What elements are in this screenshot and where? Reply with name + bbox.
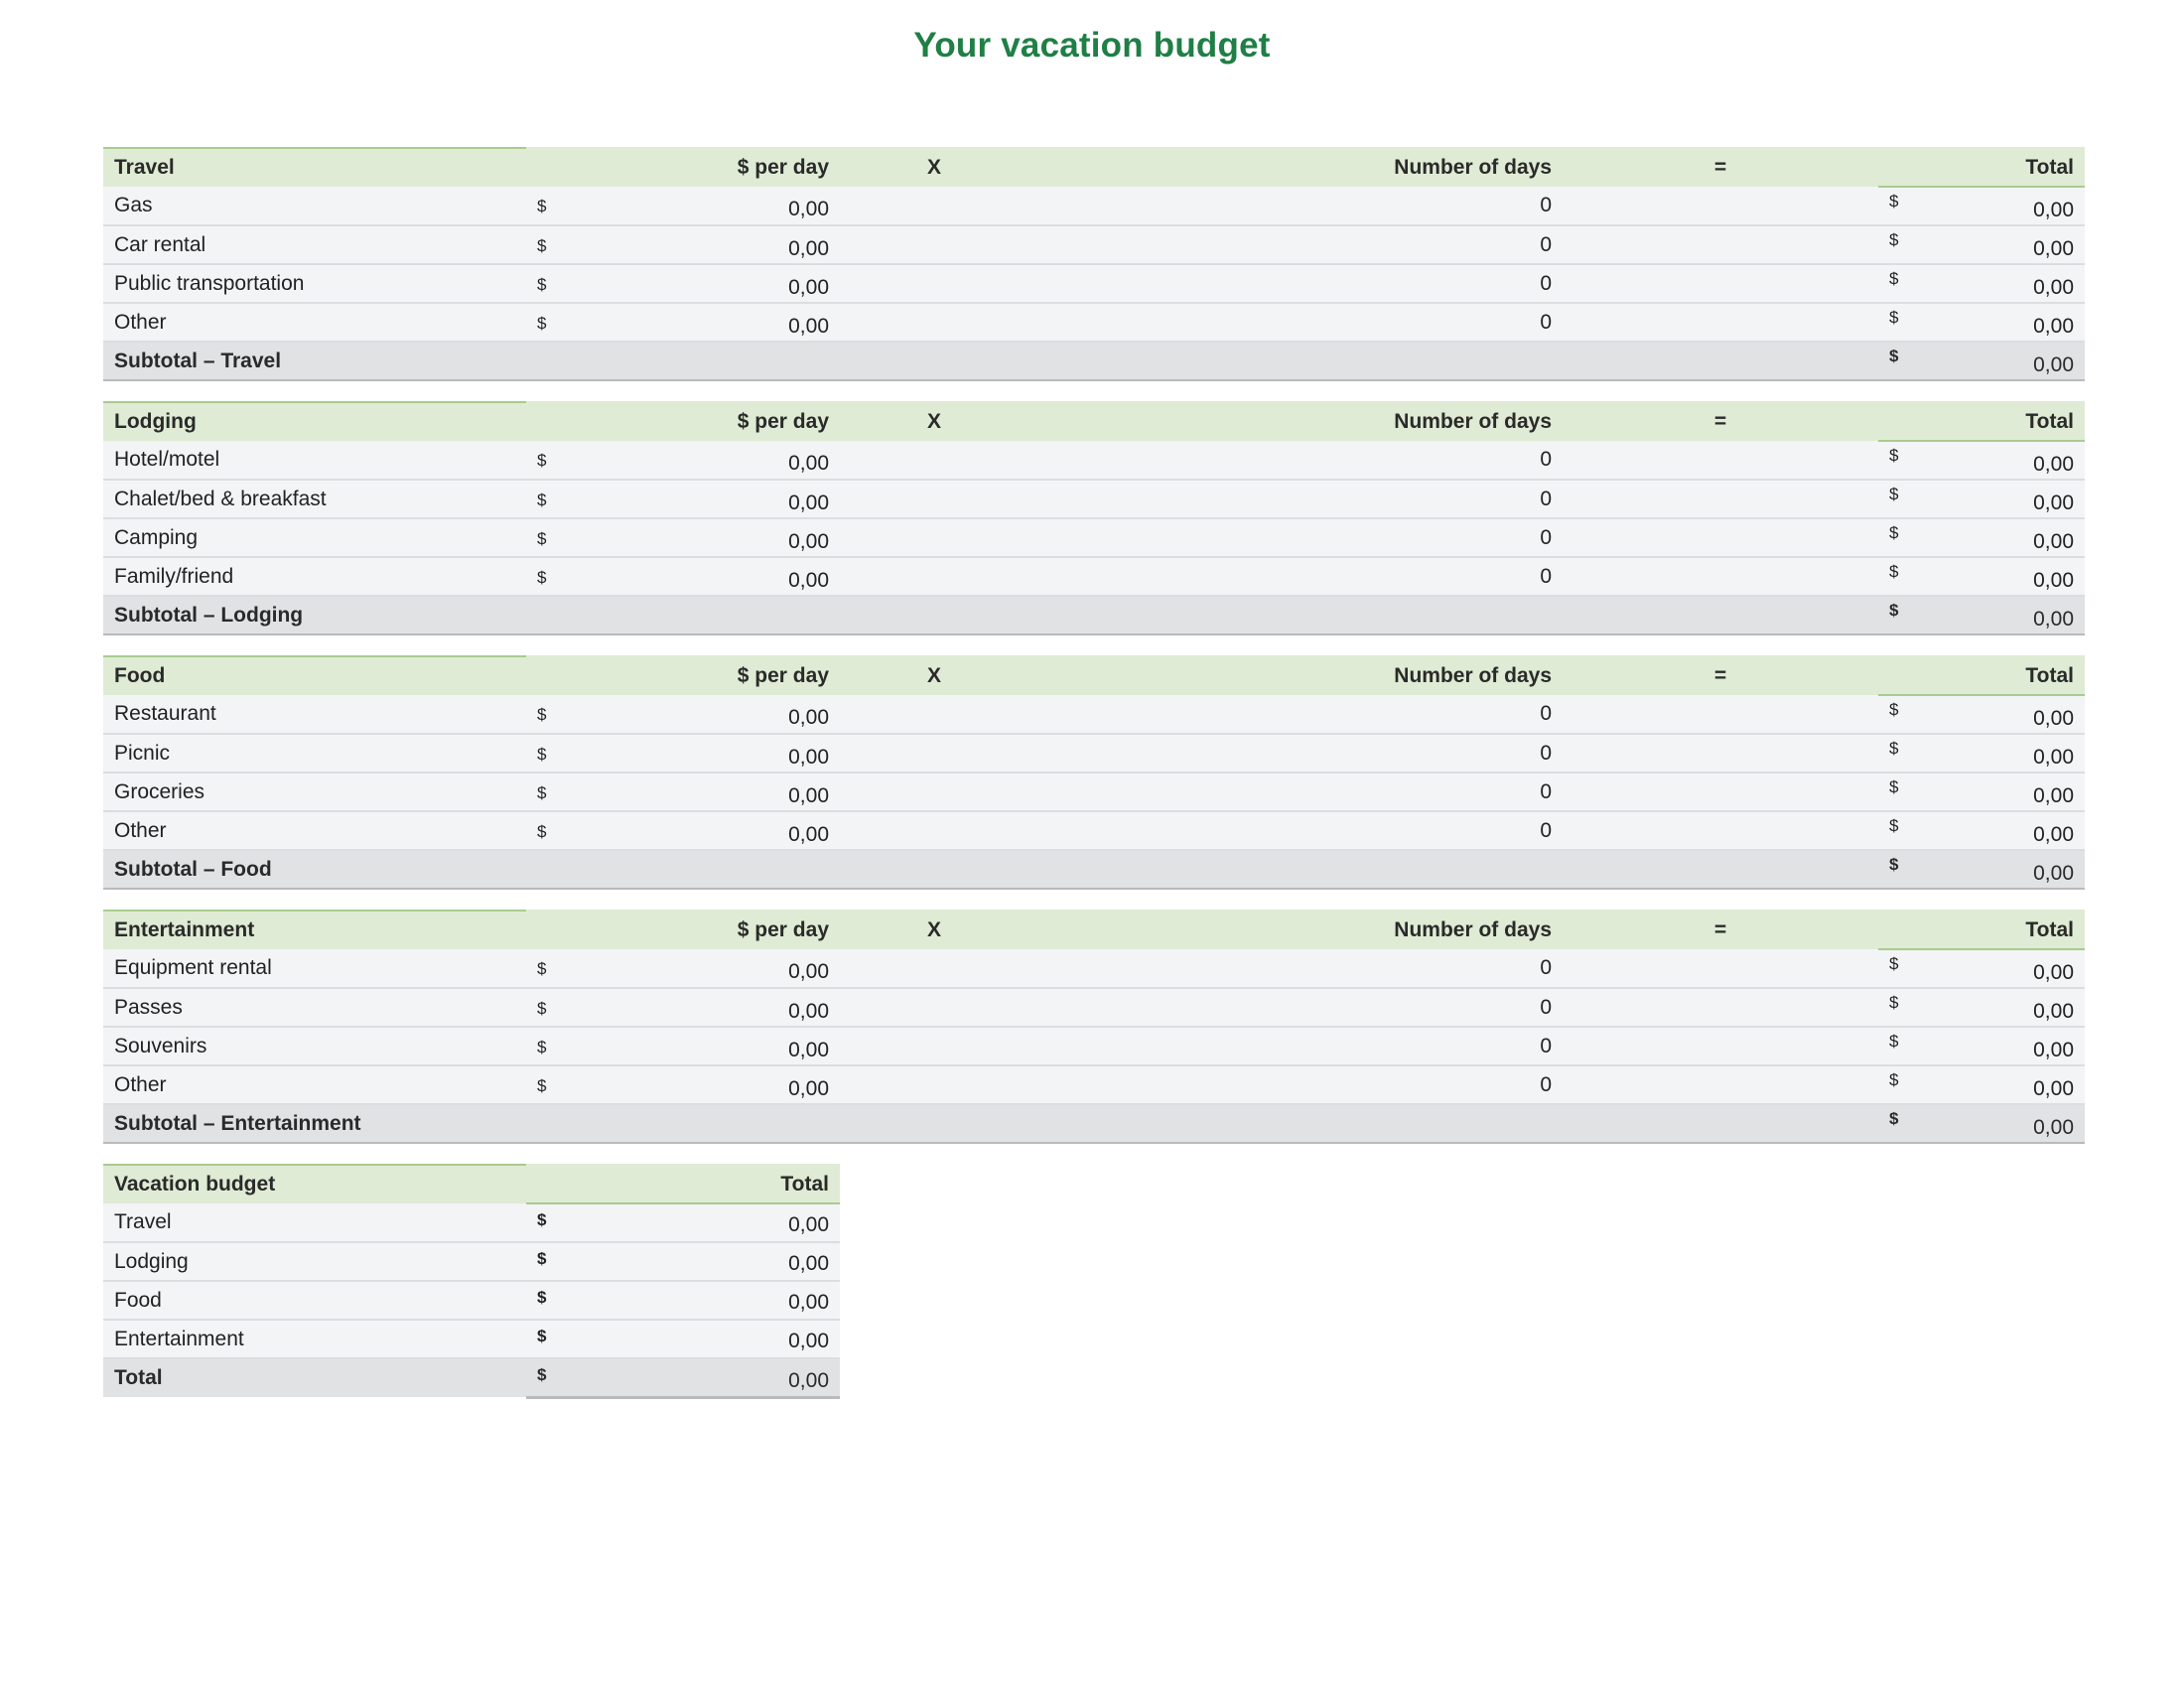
currency-symbol: $ [1889,523,1899,542]
table-row [103,480,2085,518]
row-total-value: 0,00 [2033,822,2074,846]
empty-cell [1563,518,1878,557]
summary-row-label: Travel [103,1203,526,1242]
subtotal-value: 0,00 [2033,352,2074,376]
currency-symbol: $ [537,275,547,294]
row-total-cell [1878,518,2085,557]
per-day-value[interactable]: 0,00 [788,745,829,769]
per-day-value[interactable]: 0,00 [788,198,829,220]
table-row [103,518,2085,557]
empty-cell [1563,695,1878,734]
summary-title: Vacation budget [103,1165,526,1203]
page-title: Your vacation budget [913,26,1271,65]
empty-cell [840,441,1028,480]
per-day-value[interactable]: 0,00 [788,529,829,553]
row-total-value: 0,00 [2033,491,2074,514]
per-day-header: $ per day [526,402,840,441]
budget-sheet [103,147,2085,1399]
row-total-value: 0,00 [2033,529,2074,553]
currency-symbol: $ [537,783,547,802]
days-value[interactable]: 0 [1028,303,1563,342]
section-table-lodging [103,401,2085,635]
row-total-cell [1878,187,2085,225]
days-value[interactable]: 0 [1028,734,1563,773]
section-table-travel [103,147,2085,381]
currency-symbol: $ [537,1210,547,1229]
subtotal-label: Subtotal – Food [103,850,1878,889]
summary-row-cell [526,1242,840,1281]
per-day-cell[interactable] [526,1027,840,1065]
currency-symbol: $ [537,314,547,333]
row-label: Restaurant [103,695,526,734]
per-day-value[interactable]: 0,00 [788,706,829,729]
table-row [103,695,2085,734]
per-day-cell[interactable] [526,187,840,225]
summary-row-value: 0,00 [788,1212,829,1236]
total-header: Total [1878,402,2085,441]
currency-symbol: $ [1889,993,1899,1012]
currency-symbol: $ [1889,954,1899,973]
per-day-header: $ per day [526,911,840,949]
subtotal-row [103,342,2085,380]
per-day-cell[interactable] [526,441,840,480]
currency-symbol: $ [1889,485,1899,503]
section-title: Food [103,656,526,695]
summary-row-cell [526,1320,840,1358]
empty-cell [840,949,1028,988]
section-title: Travel [103,148,526,187]
days-value[interactable]: 0 [1028,1027,1563,1065]
row-total-value: 0,00 [2033,275,2074,299]
summary-row-value: 0,00 [788,1290,829,1314]
empty-cell [840,264,1028,303]
currency-symbol: $ [1889,562,1899,581]
currency-symbol: $ [537,451,547,470]
row-total-cell [1878,811,2085,850]
currency-symbol: $ [1889,777,1899,796]
subtotal-row [103,850,2085,889]
row-total-value: 0,00 [2033,706,2074,730]
row-total-cell [1878,264,2085,303]
currency-symbol: $ [537,1288,547,1307]
currency-symbol: $ [1889,192,1899,211]
days-value[interactable]: 0 [1028,695,1563,734]
empty-cell [1563,264,1878,303]
row-label: Other [103,303,526,342]
empty-cell [1563,811,1878,850]
section-table-entertainment [103,910,2085,1144]
summary-row-label: Entertainment [103,1320,526,1358]
currency-symbol: $ [537,568,547,587]
days-value[interactable]: 0 [1028,557,1563,596]
currency-symbol: $ [537,1249,547,1268]
per-day-value[interactable]: 0,00 [788,822,829,846]
table-row [103,303,2085,342]
subtotal-value: 0,00 [2033,861,2074,885]
empty-cell [840,988,1028,1027]
row-total-cell [1878,225,2085,264]
summary-row [103,1281,840,1320]
days-header: Number of days [1028,911,1563,949]
empty-cell [840,1027,1028,1065]
row-label: Picnic [103,734,526,773]
table-row [103,187,2085,225]
table-row [103,988,2085,1027]
currency-symbol: $ [537,1327,547,1345]
empty-cell [1563,303,1878,342]
empty-cell [1563,441,1878,480]
per-day-cell[interactable] [526,303,840,342]
currency-symbol: $ [537,959,547,978]
per-day-cell[interactable] [526,988,840,1027]
empty-cell [1563,1027,1878,1065]
multiply-sign: X [840,911,1028,949]
budget-sections [103,147,2085,1144]
days-value[interactable]: 0 [1028,1065,1563,1104]
empty-cell [840,187,1028,225]
summary-row-label: Lodging [103,1242,526,1281]
row-total-cell [1878,988,2085,1027]
section-header [103,402,2085,441]
empty-cell [1563,1065,1878,1104]
per-day-cell[interactable] [526,695,840,734]
section-title: Lodging [103,402,526,441]
summary-total-row [103,1358,840,1397]
summary-row [103,1203,840,1242]
per-day-cell[interactable] [526,518,840,557]
currency-symbol: $ [1889,308,1899,327]
table-row [103,1065,2085,1104]
row-label: Family/friend [103,557,526,596]
multiply-sign: X [840,656,1028,695]
row-total-cell [1878,1027,2085,1065]
table-row [103,773,2085,811]
row-total-cell [1878,441,2085,480]
row-total-value: 0,00 [2033,236,2074,260]
row-label: Other [103,1065,526,1104]
per-day-cell[interactable] [526,225,840,264]
row-label: Public transportation [103,264,526,303]
days-value[interactable]: 0 [1028,988,1563,1027]
per-day-cell[interactable] [526,773,840,811]
table-row [103,441,2085,480]
total-header: Total [1878,656,2085,695]
currency-symbol: $ [1889,269,1899,288]
row-label: Car rental [103,225,526,264]
per-day-value[interactable]: 0,00 [788,314,829,338]
currency-symbol: $ [1889,230,1899,249]
empty-cell [1563,773,1878,811]
days-header: Number of days [1028,402,1563,441]
empty-cell [840,518,1028,557]
days-header: Number of days [1028,148,1563,187]
per-day-value[interactable]: 0,00 [788,999,829,1023]
row-total-value: 0,00 [2033,452,2074,476]
subtotal-row [103,1104,2085,1143]
table-row [103,1027,2085,1065]
section-title: Entertainment [103,911,526,949]
empty-cell [840,773,1028,811]
currency-symbol: $ [537,999,547,1018]
days-value[interactable]: 0 [1028,773,1563,811]
empty-cell [1563,734,1878,773]
table-row [103,557,2085,596]
row-label: Camping [103,518,526,557]
days-header: Number of days [1028,656,1563,695]
currency-symbol: $ [537,491,547,509]
row-total-cell [1878,949,2085,988]
currency-symbol: $ [1889,601,1899,620]
empty-cell [840,480,1028,518]
row-total-cell [1878,695,2085,734]
equals-sign: = [1563,402,1878,441]
section-table-food [103,655,2085,890]
row-label: Chalet/bed & breakfast [103,480,526,518]
days-value[interactable]: 0 [1028,949,1563,988]
table-row [103,811,2085,850]
empty-cell [840,811,1028,850]
days-value[interactable]: 0 [1028,441,1563,480]
table-row [103,949,2085,988]
per-day-value[interactable]: 0,00 [788,568,829,592]
row-label: Gas [103,187,526,225]
summary-total-header: Total [526,1165,840,1203]
days-value[interactable]: 0 [1028,264,1563,303]
currency-symbol: $ [1889,855,1899,874]
row-label: Equipment rental [103,949,526,988]
row-label: Other [103,811,526,850]
days-value[interactable]: 0 [1028,518,1563,557]
row-total-value: 0,00 [2033,783,2074,807]
multiply-sign: X [840,148,1028,187]
equals-sign: = [1563,911,1878,949]
days-value[interactable]: 0 [1028,480,1563,518]
currency-symbol: $ [537,529,547,548]
currency-symbol: $ [1889,1109,1899,1128]
row-total-value: 0,00 [2033,960,2074,984]
row-total-cell [1878,1065,2085,1104]
per-day-cell[interactable] [526,811,840,850]
subtotal-label: Subtotal – Travel [103,342,1878,380]
per-day-cell[interactable] [526,480,840,518]
row-label: Souvenirs [103,1027,526,1065]
currency-symbol: $ [537,1365,547,1384]
currency-symbol: $ [1889,1032,1899,1051]
subtotal-value: 0,00 [2033,1115,2074,1139]
per-day-cell[interactable] [526,264,840,303]
days-value[interactable]: 0 [1028,811,1563,850]
empty-cell [840,225,1028,264]
per-day-value[interactable]: 0,00 [788,960,829,983]
currency-symbol: $ [1889,446,1899,465]
empty-cell [840,557,1028,596]
per-day-value[interactable]: 0,00 [788,1038,829,1061]
summary-row-value: 0,00 [788,1251,829,1275]
subtotal-label: Subtotal – Entertainment [103,1104,1878,1143]
empty-cell [1563,480,1878,518]
per-day-value[interactable]: 0,00 [788,275,829,299]
empty-cell [1563,949,1878,988]
subtotal-label: Subtotal – Lodging [103,596,1878,634]
currency-symbol: $ [537,236,547,255]
days-value[interactable]: 0 [1028,187,1563,225]
subtotal-cell [1878,342,2085,380]
total-header: Total [1878,911,2085,949]
summary-table [103,1164,840,1399]
currency-symbol: $ [537,1076,547,1095]
row-total-cell [1878,557,2085,596]
empty-cell [1563,557,1878,596]
subtotal-cell [1878,850,2085,889]
row-total-value: 0,00 [2033,198,2074,221]
summary-total-value: 0,00 [788,1369,829,1393]
summary-row-label: Food [103,1281,526,1320]
row-total-value: 0,00 [2033,568,2074,592]
row-total-cell [1878,734,2085,773]
summary-total-cell [526,1358,840,1397]
empty-cell [840,695,1028,734]
days-value[interactable]: 0 [1028,225,1563,264]
empty-cell [840,303,1028,342]
per-day-cell[interactable] [526,949,840,988]
row-total-value: 0,00 [2033,1038,2074,1061]
empty-cell [1563,225,1878,264]
subtotal-cell [1878,1104,2085,1143]
equals-sign: = [1563,148,1878,187]
currency-symbol: $ [1889,700,1899,719]
per-day-value[interactable]: 0,00 [788,236,829,260]
subtotal-value: 0,00 [2033,607,2074,631]
per-day-cell[interactable] [526,557,840,596]
row-total-value: 0,00 [2033,999,2074,1023]
currency-symbol: $ [1889,739,1899,758]
table-row [103,734,2085,773]
equals-sign: = [1563,656,1878,695]
row-total-value: 0,00 [2033,1076,2074,1100]
per-day-header: $ per day [526,148,840,187]
empty-cell [1563,988,1878,1027]
per-day-value[interactable]: 0,00 [788,1076,829,1100]
summary-row-cell [526,1203,840,1242]
subtotal-row [103,596,2085,634]
section-header [103,911,2085,949]
table-row [103,225,2085,264]
empty-cell [840,734,1028,773]
currency-symbol: $ [537,705,547,724]
table-row [103,264,2085,303]
summary-row [103,1320,840,1358]
currency-symbol: $ [537,1038,547,1056]
multiply-sign: X [840,402,1028,441]
per-day-value[interactable]: 0,00 [788,452,829,475]
row-label: Groceries [103,773,526,811]
empty-cell [1563,187,1878,225]
empty-cell [840,1065,1028,1104]
currency-symbol: $ [537,197,547,215]
summary-header [103,1165,840,1203]
total-header: Total [1878,148,2085,187]
summary-row-cell [526,1281,840,1320]
currency-symbol: $ [1889,347,1899,365]
summary-total-label: Total [103,1358,526,1397]
currency-symbol: $ [537,745,547,764]
row-label: Passes [103,988,526,1027]
row-total-value: 0,00 [2033,745,2074,769]
summary-row-value: 0,00 [788,1329,829,1352]
currency-symbol: $ [537,822,547,841]
per-day-value[interactable]: 0,00 [788,783,829,807]
summary-row [103,1242,840,1281]
row-total-cell [1878,303,2085,342]
currency-symbol: $ [1889,816,1899,835]
currency-symbol: $ [1889,1070,1899,1089]
per-day-value[interactable]: 0,00 [788,491,829,514]
row-total-cell [1878,480,2085,518]
row-label: Hotel/motel [103,441,526,480]
row-total-cell [1878,773,2085,811]
per-day-cell[interactable] [526,1065,840,1104]
section-header [103,656,2085,695]
per-day-header: $ per day [526,656,840,695]
subtotal-cell [1878,596,2085,634]
row-total-value: 0,00 [2033,314,2074,338]
section-header [103,148,2085,187]
per-day-cell[interactable] [526,734,840,773]
